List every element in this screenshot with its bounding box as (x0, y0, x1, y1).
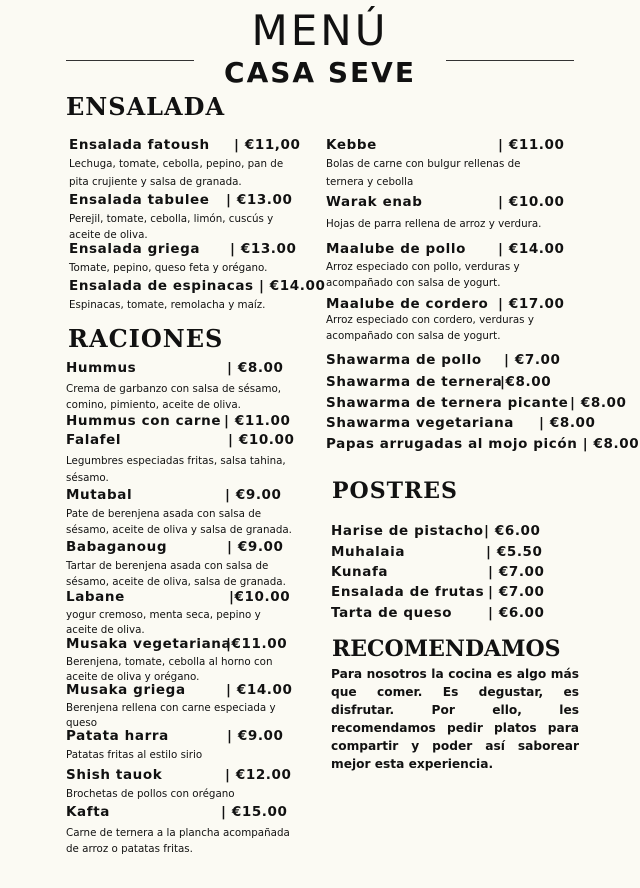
menu-item (326, 137, 565, 191)
item-price: | €7.00 (488, 584, 545, 600)
item-price: | €9.00 (227, 728, 284, 744)
item-price: |€8.00 (500, 374, 552, 390)
item-description: Berenjena rellena con carne especiada y queso (66, 702, 276, 729)
item-name: Ensalada de espinacas | €14.00 (69, 278, 326, 294)
section-title-ensalada: ENSALADA (66, 92, 226, 121)
item-price: | €13.00 (226, 192, 293, 208)
item-name: Ensalada tabulee (69, 192, 210, 208)
item-price: | €6.00 (484, 523, 541, 539)
item-price: | €8.00 (570, 395, 627, 411)
menu-item (69, 192, 291, 243)
item-price: | €10.00 (498, 194, 565, 210)
item-price: | €5.50 (486, 544, 543, 560)
item-description: Tartar de berenjena asada con salsa de sésamo, aceite de oliva, salsa de granada. (66, 560, 286, 588)
menu-item (331, 564, 545, 580)
item-price: |€10.00 (229, 589, 291, 605)
item-price: | €13.00 (230, 241, 297, 257)
item-name: Muhalaia (331, 544, 406, 560)
item-name: Patata harra (66, 728, 169, 744)
item-name: Shawarma vegetariana (326, 415, 515, 431)
item-price: | €11,00 (234, 137, 301, 153)
item-name: Kebbe (326, 137, 377, 153)
item-description: yogur cremoso, menta seca, pepino y aceite de oliva. (66, 609, 261, 636)
menu-item (326, 395, 627, 411)
item-name: Shawarma de pollo (326, 352, 482, 368)
item-name: Harise de pistacho (331, 523, 484, 539)
item-description: Espinacas, tomate, remolacha y maíz. (69, 299, 266, 311)
item-description: Carne de ternera a la plancha acompañada de arroz o patatas fritas. (66, 827, 290, 855)
menu-item (326, 352, 561, 368)
item-name: Maalube de cordero (326, 296, 489, 312)
item-name: Labane (66, 589, 125, 605)
menu-item (66, 413, 306, 429)
menu-title: MENÚ (251, 6, 389, 55)
item-price: | €11.00 (498, 137, 565, 153)
menu-item (326, 436, 639, 452)
menu-item (66, 728, 306, 765)
item-name: Kunafa (331, 564, 389, 580)
menu-item (326, 241, 565, 291)
item-name: Falafel (66, 432, 122, 448)
item-description: Tomate, pepino, queso feta y orégano. (69, 262, 268, 274)
menu-item (69, 137, 305, 191)
item-name: Musaka vegetariana (66, 636, 232, 652)
item-price: | €8.00 (539, 415, 596, 431)
item-description: Legumbres especiadas fritas, salsa tahina, sésamo. (66, 455, 286, 484)
item-name: Warak enab (326, 194, 423, 210)
menu-item (66, 539, 302, 590)
item-name: Ensalada de frutas (331, 584, 485, 600)
item-name: Ensalada griega (69, 241, 201, 257)
menu-item (66, 767, 306, 804)
item-price: | €11.00 (224, 413, 291, 429)
item-name: Babaganoug (66, 539, 168, 555)
menu-item (66, 636, 294, 685)
item-price: | €14.00 (226, 682, 293, 698)
item-price: | €12.00 (225, 767, 292, 783)
section-title-raciones: RACIONES (68, 324, 224, 353)
item-price: | €15.00 (221, 804, 288, 820)
menu-item (326, 296, 565, 344)
section-title-postres: POSTRES (332, 478, 458, 504)
item-price: | €8.00 (227, 360, 284, 376)
item-name: Shawarma de ternera (326, 374, 503, 390)
item-description: Bolas de carne con bulgur rellenas de ternera y cebolla (326, 158, 521, 188)
item-description: Hojas de parra rellena de arroz y verdura. (326, 218, 542, 230)
item-description: Crema de garbanzo con salsa de sésamo, comino, pimiento, aceite de oliva. (66, 383, 282, 411)
menu-item (66, 432, 302, 487)
menu-item (331, 544, 543, 560)
item-name: Musaka griega (66, 682, 186, 698)
menu-item (66, 360, 306, 413)
item-name: Hummus con carne (66, 413, 222, 429)
item-price: | €7.00 (504, 352, 561, 368)
menu-item (331, 605, 545, 621)
item-price: | €9.00 (227, 539, 284, 555)
item-name: Mutabal (66, 487, 133, 503)
menu-item (326, 374, 552, 390)
item-price: | €10.00 (228, 432, 295, 448)
recommendation-text: Para nosotros la cocina es algo más que comer. Es degustar, es disfrutar. Por ello, les recomendamos pedir platos para compartir y poder así saborear mejor esta experiencia. (331, 667, 579, 771)
section-title-recomendamos: RECOMENDAMOS (332, 636, 561, 662)
item-name: Shawarma de ternera picante (326, 395, 569, 411)
item-price: | €9.00 (225, 487, 282, 503)
item-description: Pate de berenjena asada con salsa de sésamo, aceite de oliva y salsa de granada. (66, 508, 292, 536)
item-name: Tarta de queso (331, 605, 453, 621)
menu-item (66, 487, 306, 538)
item-name: Kafta (66, 804, 111, 820)
item-name: Maalube de pollo (326, 241, 466, 257)
item-description: Berenjena, tomate, cebolla al horno con aceite de oliva y orégano. (66, 656, 273, 683)
menu-item (326, 194, 576, 234)
item-price: | €6.00 (488, 605, 545, 621)
menu-item (66, 804, 296, 857)
item-name: Hummus (66, 360, 137, 376)
menu-item (66, 589, 290, 638)
restaurant-name: CASA SEVE (224, 56, 416, 89)
item-price: | €17.00 (498, 296, 565, 312)
menu-item (66, 682, 294, 731)
item-name: Ensalada fatoush (69, 137, 210, 153)
item-description: Arroz especiado con pollo, verduras y acompañado con salsa de yogurt. (326, 261, 520, 289)
item-description: Perejil, tomate, cebolla, limón, cuscús y aceite de oliva. (69, 213, 274, 241)
menu-item (326, 415, 596, 431)
menu-item (69, 278, 326, 315)
menu-item (331, 523, 541, 539)
item-name: Shish tauok (66, 767, 163, 783)
menu-item (69, 241, 305, 278)
item-price: | €7.00 (488, 564, 545, 580)
item-description: Arroz especiado con cordero, verduras y acompañado con salsa de yogurt. (326, 314, 534, 342)
menu-item (331, 584, 545, 600)
item-price: |€11.00 (226, 636, 288, 652)
item-price: | €14.00 (498, 241, 565, 257)
item-description: Brochetas de pollos con orégano (66, 788, 235, 800)
item-name: Papas arrugadas al mojo picón | €8.00 (326, 436, 640, 452)
item-description: Lechuga, tomate, cebolla, pepino, pan de pita crujiente y salsa de granada. (69, 158, 284, 188)
item-description: Patatas fritas al estilo sirio (66, 749, 203, 761)
